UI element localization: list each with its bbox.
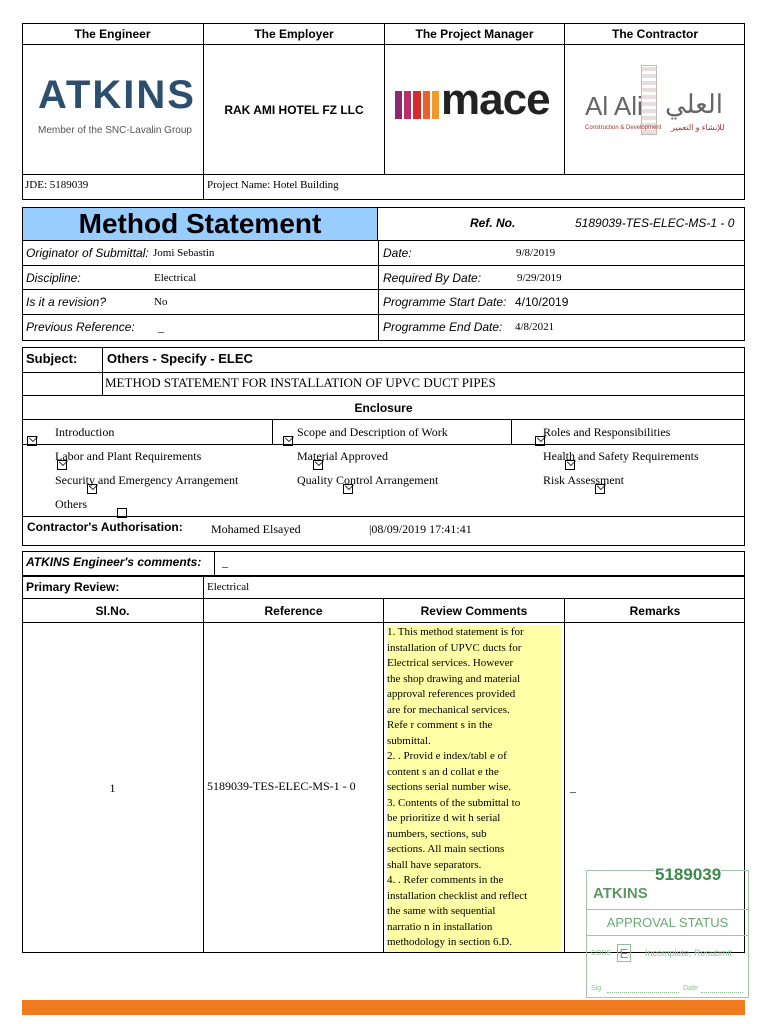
alali-sub-en: Construction & Development xyxy=(585,125,662,131)
col-remarks: Remarks xyxy=(565,599,745,623)
review-comment-line: narratio n in installation xyxy=(387,920,561,936)
row-ref: 5189039-TES-ELEC-MS-1 - 0 xyxy=(204,623,384,953)
review-comment-line: approval references provided xyxy=(387,687,561,703)
stamp-code-text: Incomplete, Resubmit xyxy=(645,948,733,958)
primary-label: Primary Review: xyxy=(22,577,204,599)
review-comment-line: the same with sequential xyxy=(387,904,561,920)
review-comment-line: sections. All main sections xyxy=(387,842,561,858)
revision-row xyxy=(22,290,379,315)
originator-value: Jomi Sebastin xyxy=(153,247,215,259)
enclosure-label-item: Introduction xyxy=(55,425,115,439)
originator-label: Originator of Submittal: xyxy=(26,246,149,260)
employer-name: RAK AMI HOTEL FZ LLC xyxy=(204,45,385,175)
pm-label: The Project Manager xyxy=(385,23,565,45)
stamp-date-line xyxy=(701,992,743,993)
auth-date: |08/09/2019 17:41:41 xyxy=(369,522,472,536)
subject-value: Others - Specify - ELEC xyxy=(103,348,745,373)
comments-label: ATKINS Engineer's comments: xyxy=(22,551,215,575)
prog-start-value: 4/10/2019 xyxy=(515,295,569,309)
prog-start-row xyxy=(379,290,745,315)
enclosure-label: Enclosure xyxy=(22,396,745,420)
review-comment-line: installation of UPVC ducts for xyxy=(387,641,561,657)
prev-ref-label: Previous Reference: xyxy=(26,320,135,334)
contractor-label: The Contractor xyxy=(565,23,745,45)
enclosure-label-item: Risk Assessment xyxy=(543,473,625,487)
footer-bar xyxy=(22,1000,745,1015)
stamp-divider xyxy=(587,935,748,936)
alali-logo-cell xyxy=(565,45,745,175)
prog-end-label: Programme End Date: xyxy=(383,320,503,334)
col-ref: Reference xyxy=(204,599,384,623)
alali-sub-ar: للإنشاء و التعمير xyxy=(671,123,725,132)
date-label: Date: xyxy=(383,246,412,260)
review-comment-line: content s an d collat e the xyxy=(387,765,561,781)
review-comment-line: shall have separators. xyxy=(387,858,561,874)
review-comment-line: 2. . Provid e index/tabl e of xyxy=(387,749,561,765)
row-slno: 1 xyxy=(22,623,204,953)
atkins-logo: ATKINS xyxy=(38,73,196,117)
engineer-label: The Engineer xyxy=(22,23,204,45)
prev-ref-row xyxy=(22,315,379,341)
subject-empty xyxy=(22,373,103,396)
ref-value: 5189039-TES-ELEC-MS-1 - 0 xyxy=(575,216,735,230)
employer-label: The Employer xyxy=(204,23,385,45)
review-comment-line: Refe r comment s in the xyxy=(387,718,561,734)
required-label: Required By Date: xyxy=(383,271,482,285)
atkins-tagline: Member of the SNC-Lavalin Group xyxy=(38,125,192,136)
stamp-sig-label: Sig. xyxy=(591,985,604,992)
review-comment-line: numbers, sections, sub xyxy=(387,827,561,843)
atkins-logo-cell xyxy=(22,45,204,175)
col-slno: Sl.No. xyxy=(22,599,204,623)
review-comment-line: be prioritize d wit h serial xyxy=(387,811,561,827)
ref-label: Ref. No. xyxy=(470,216,516,230)
required-row xyxy=(379,266,745,290)
subject-label: Subject: xyxy=(22,348,103,373)
mace-logo: mace xyxy=(441,75,550,124)
enclosure-checkbox[interactable] xyxy=(283,436,293,446)
date-value: 9/8/2019 xyxy=(516,247,556,259)
stamp-title: APPROVAL STATUS xyxy=(606,914,729,930)
enclosure-label-item: Security and Emergency Arrangement xyxy=(55,473,239,487)
row-comments xyxy=(384,623,565,953)
enclosure-label-item: Roles and Responsibilities xyxy=(543,425,671,439)
jde: JDE: 5189039 xyxy=(22,175,204,200)
enclosure-label-item: Material Approved xyxy=(297,449,388,463)
enclosure-label-item: Health and Safety Requirements xyxy=(543,449,699,463)
stamp-code-label: CODE xyxy=(591,950,612,957)
mace-logo-cell xyxy=(385,45,565,175)
discipline-value: Electrical xyxy=(154,272,197,284)
stamp-number: 5189039 xyxy=(655,865,722,884)
stamp-divider xyxy=(587,909,748,910)
enclosure-checkbox[interactable] xyxy=(117,508,127,518)
prog-end-row xyxy=(379,315,745,341)
auth-label: Contractor's Authorisation: xyxy=(27,520,183,534)
review-comment-text xyxy=(387,625,561,951)
review-comment-line: the shop drawing and material xyxy=(387,672,561,688)
auth-name: Mohamed Elsayed xyxy=(211,522,301,536)
revision-value: No xyxy=(154,296,168,308)
prog-start-label: Programme Start Date: xyxy=(383,295,507,309)
review-comment-line: submittal. xyxy=(387,734,561,750)
subject-desc: METHOD STATEMENT FOR INSTALLATION OF UPVC DUCT PIPES xyxy=(103,373,745,396)
review-comment-line: 3. Contents of the submittal to xyxy=(387,796,561,812)
review-comment-line: 1. This method statement is for xyxy=(387,625,561,641)
approval-stamp xyxy=(586,865,749,998)
review-comment-line: Electrical services. However xyxy=(387,656,561,672)
row-remarks: _ xyxy=(570,780,576,794)
review-comment-line: installation checklist and reflect xyxy=(387,889,561,905)
revision-label: Is it a revision? xyxy=(26,295,107,309)
project-name: Project Name: Hotel Building xyxy=(207,179,339,191)
required-value: 9/29/2019 xyxy=(517,272,562,284)
mace-bars-icon xyxy=(395,91,439,119)
enclosure-label-item: Labor and Plant Requirements xyxy=(55,449,202,463)
enclosure-label-item: Scope and Description of Work xyxy=(297,425,448,439)
col-comments: Review Comments xyxy=(384,599,565,623)
stamp-date-label: Date xyxy=(683,985,698,992)
review-comment-line: methodology in section 6.D. xyxy=(387,935,561,951)
review-comment-line: 4. . Refer comments in the xyxy=(387,873,561,889)
alali-logo-ar: العلي xyxy=(665,89,723,119)
review-comment-line: sections serial number wise. xyxy=(387,780,561,796)
date-row xyxy=(379,241,745,266)
spacer xyxy=(22,341,745,348)
ms-title: Method Statement xyxy=(23,208,378,241)
comments-value: _ xyxy=(222,555,228,569)
alali-logo-en: Al Ali xyxy=(585,91,643,121)
enclosure-checkbox[interactable] xyxy=(27,436,37,446)
discipline-label: Discipline: xyxy=(26,271,81,285)
enclosure-label-item: Quality Control Arrangement xyxy=(297,473,439,487)
stamp-sig-line xyxy=(607,992,679,993)
prog-end-value: 4/8/2021 xyxy=(515,321,555,333)
stamp-logo: ATKINS xyxy=(593,885,648,902)
originator-row xyxy=(22,241,379,266)
prev-ref-value: _ xyxy=(158,320,164,334)
enclosure-label-item: Others xyxy=(55,497,87,511)
review-comment-line: are for mechanical services. xyxy=(387,703,561,719)
discipline-row xyxy=(22,266,379,290)
primary-value: Electrical xyxy=(204,577,745,599)
stamp-code-value: E xyxy=(617,944,631,962)
